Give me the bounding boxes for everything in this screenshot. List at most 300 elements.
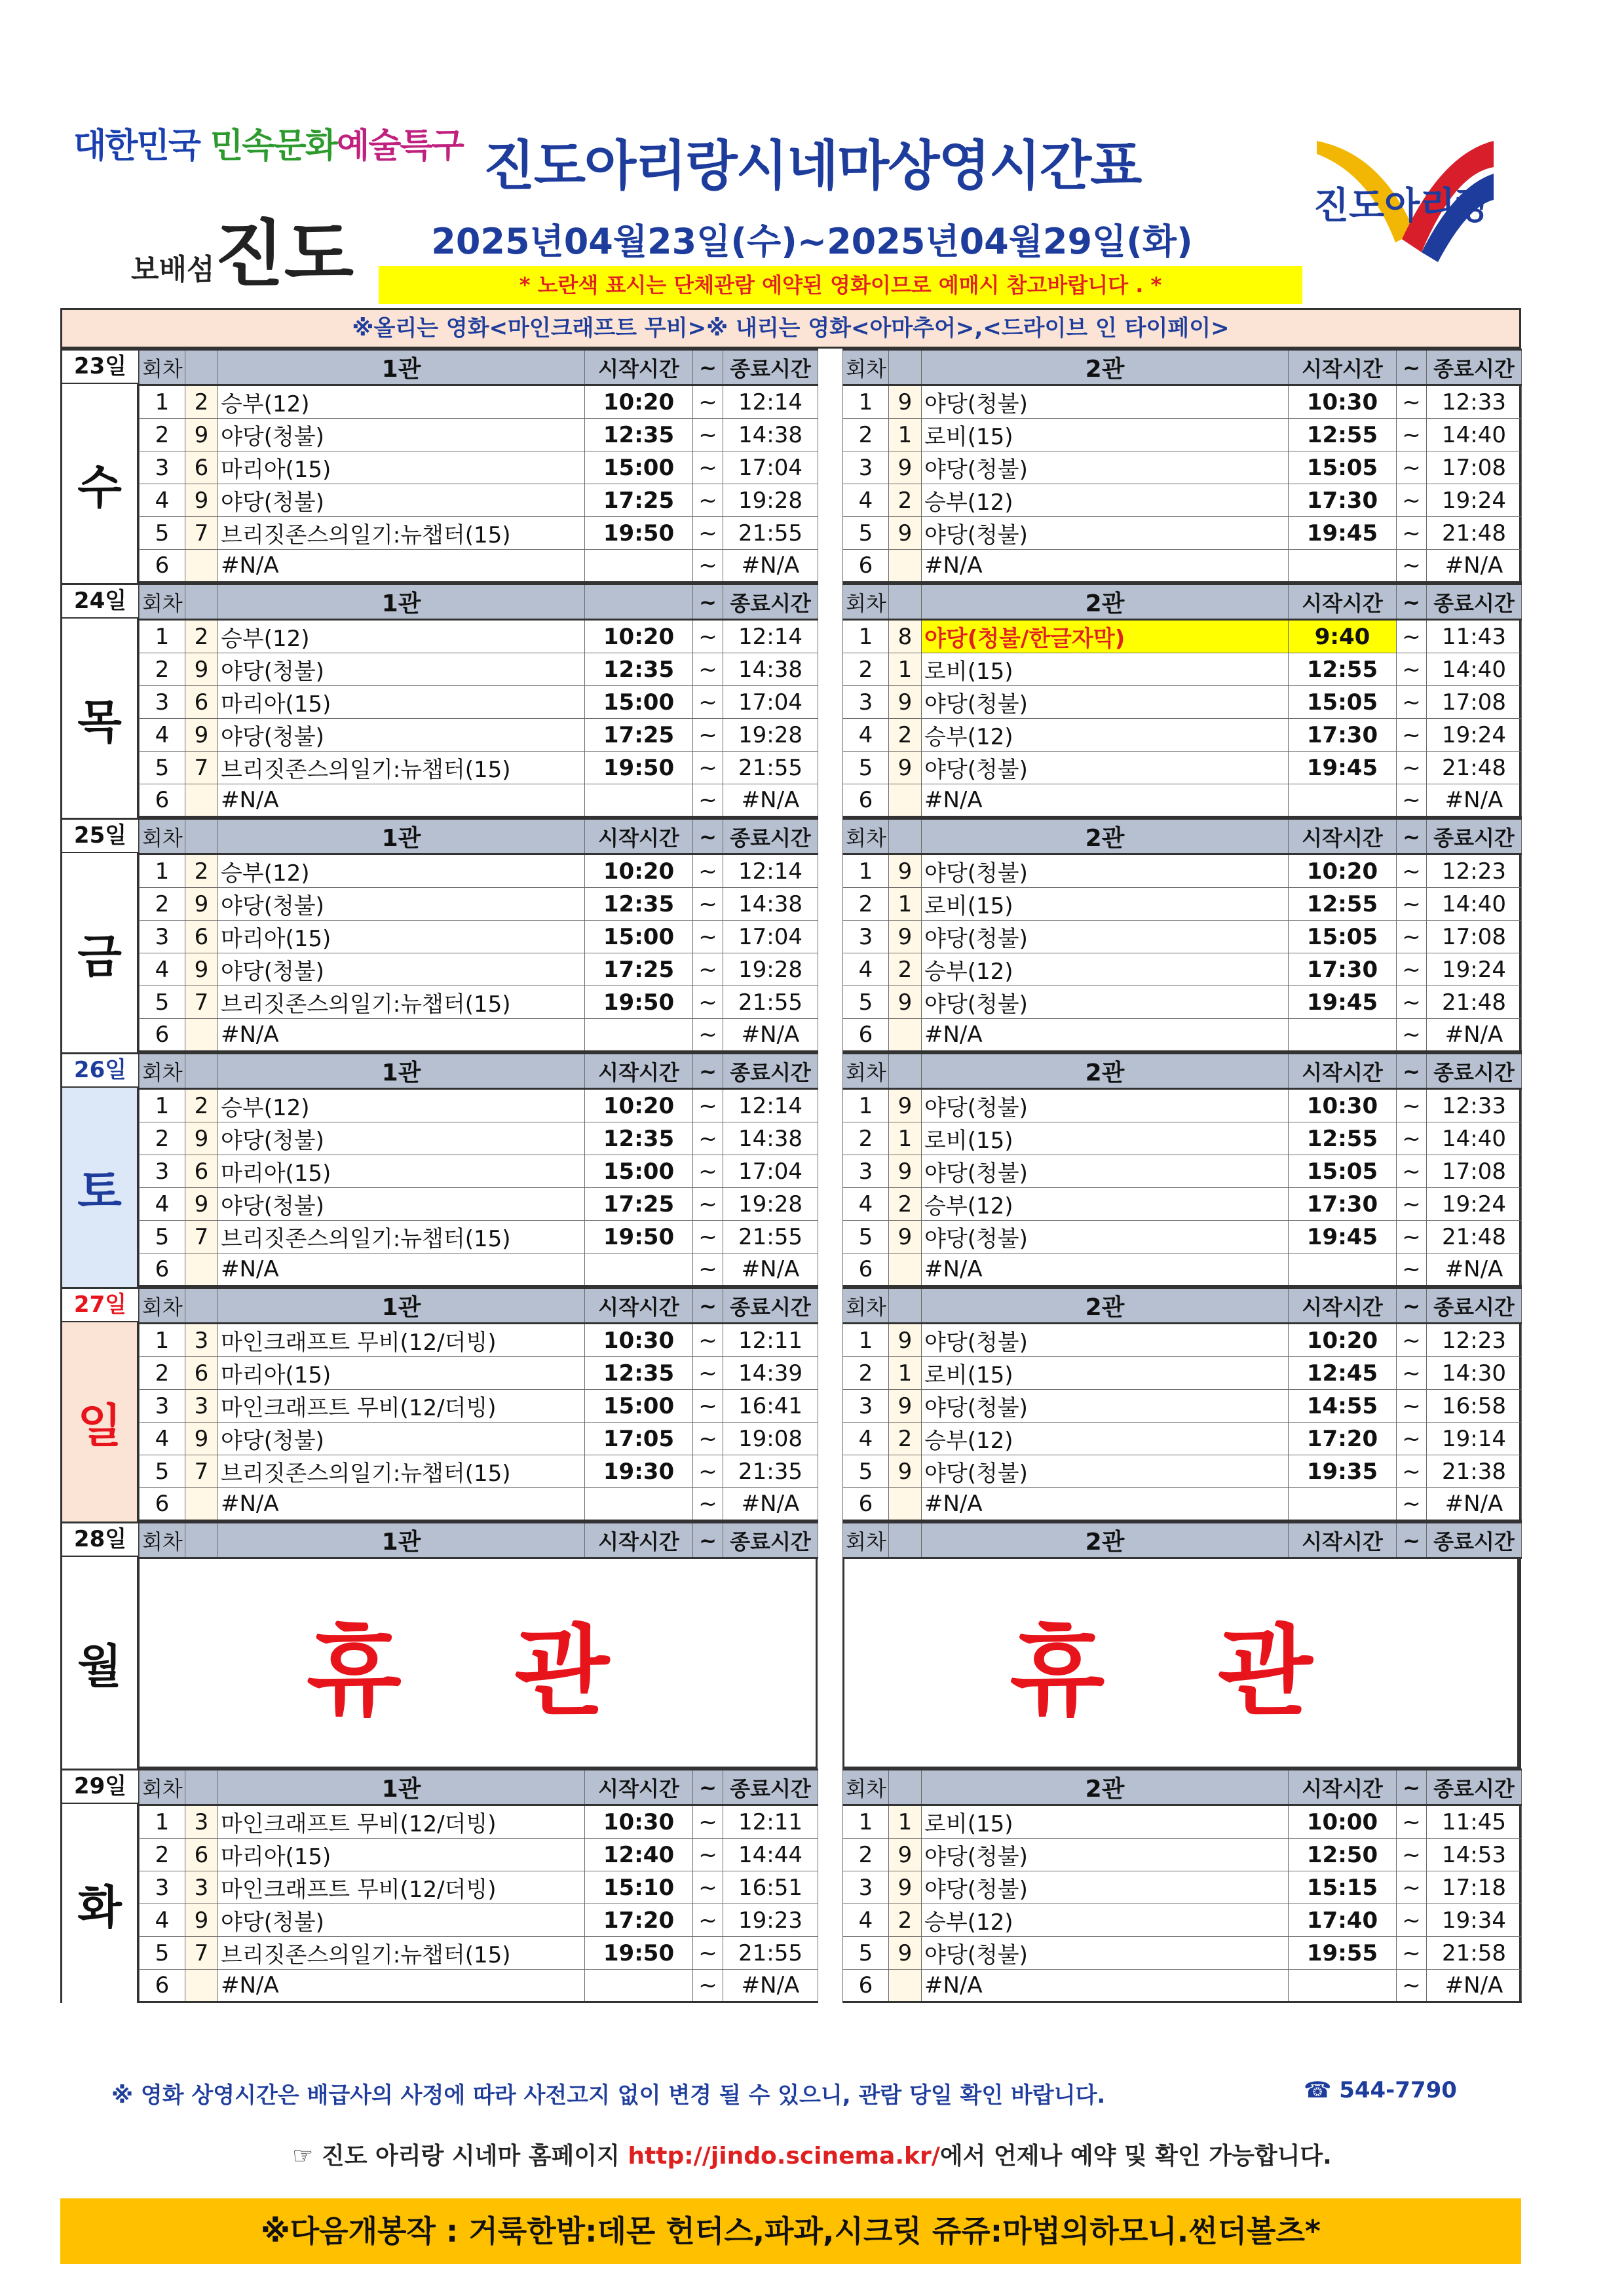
round-number: 3 xyxy=(843,686,889,719)
day-label-column xyxy=(60,1287,139,1521)
round-number: 2 xyxy=(843,888,889,921)
screening-row[interactable] xyxy=(140,517,818,550)
rating-code: 7 xyxy=(185,1937,218,1970)
tilde: ~ xyxy=(693,1904,723,1937)
tilde: ~ xyxy=(1397,484,1427,517)
header-tilde: ~ xyxy=(693,584,723,620)
header-round: 회차 xyxy=(140,350,185,385)
hall2-section xyxy=(842,349,1521,583)
screening-row[interactable] xyxy=(843,1904,1522,1937)
round-number: 6 xyxy=(843,1253,889,1286)
header-rate xyxy=(889,1770,922,1805)
rating-code: 9 xyxy=(185,653,218,686)
screening-row[interactable] xyxy=(140,784,818,817)
end-time: 21:35 xyxy=(723,1455,818,1488)
start-time: 10:20 xyxy=(1289,854,1397,888)
hall-header-row xyxy=(843,819,1522,854)
start-time: 15:00 xyxy=(585,686,693,719)
rating-code: 6 xyxy=(185,1155,218,1188)
movie-title: 야당(청불) xyxy=(922,986,1289,1019)
start-time: 10:00 xyxy=(1289,1805,1397,1839)
screening-row[interactable] xyxy=(843,1019,1522,1052)
screening-row[interactable] xyxy=(140,1188,818,1221)
rating-code xyxy=(185,1970,218,2002)
header-end: 종료시간 xyxy=(723,1523,818,1558)
hall-gap xyxy=(818,349,842,583)
homepage-prefix: ☞ 진도 아리랑 시네마 홈페이지 xyxy=(292,2143,628,2170)
movie-title: 마리아(15) xyxy=(218,921,585,953)
start-time: 15:10 xyxy=(585,1871,693,1904)
screening-row[interactable] xyxy=(140,1324,818,1357)
rating-code xyxy=(185,550,218,583)
round-number: 1 xyxy=(843,620,889,653)
header-hall-name: 1관 xyxy=(218,819,585,854)
round-number: 6 xyxy=(140,784,185,817)
day-weekday: 일 xyxy=(62,1321,139,1521)
round-number: 3 xyxy=(843,921,889,953)
movie-title: 브리짓존스의일기:뉴챕터(15) xyxy=(218,517,585,550)
header-tilde: ~ xyxy=(693,1054,723,1089)
movie-title: 야당(청불) xyxy=(922,1871,1289,1904)
movie-title: 야당(청불) xyxy=(922,1455,1289,1488)
screening-row[interactable] xyxy=(843,1122,1522,1155)
movie-title: 마리아(15) xyxy=(218,1357,585,1390)
rating-code: 7 xyxy=(185,517,218,550)
round-number: 5 xyxy=(140,1221,185,1253)
end-time: 17:08 xyxy=(1427,1155,1522,1188)
hall1-section xyxy=(139,818,818,1052)
screening-row[interactable] xyxy=(140,752,818,784)
screening-row[interactable] xyxy=(140,921,818,953)
hall2-section xyxy=(842,1521,1521,1769)
rating-code: 9 xyxy=(889,921,922,953)
screening-row[interactable] xyxy=(140,1970,818,2002)
hall2-section xyxy=(842,1769,1521,2003)
rating-code: 9 xyxy=(889,1839,922,1871)
header-start: 시작시간 xyxy=(1289,1054,1397,1089)
movie-title: 로비(15) xyxy=(922,1357,1289,1390)
screening-row[interactable] xyxy=(140,1805,818,1839)
end-time: 17:04 xyxy=(723,451,818,484)
movie-title: #N/A xyxy=(218,550,585,583)
rating-code: 9 xyxy=(185,719,218,752)
screening-row[interactable] xyxy=(140,385,818,419)
tilde: ~ xyxy=(1397,686,1427,719)
end-time: 12:23 xyxy=(1427,854,1522,888)
rating-code xyxy=(185,1253,218,1286)
screening-row[interactable] xyxy=(140,1488,818,1521)
rating-code: 1 xyxy=(889,419,922,451)
tilde: ~ xyxy=(693,484,723,517)
screening-row[interactable] xyxy=(140,888,818,921)
round-number: 4 xyxy=(843,484,889,517)
header-round: 회차 xyxy=(140,1288,185,1324)
start-time: 19:35 xyxy=(1289,1455,1397,1488)
start-time: 12:35 xyxy=(585,1357,693,1390)
movie-title: #N/A xyxy=(218,1253,585,1286)
round-number: 2 xyxy=(843,1122,889,1155)
hall-gap xyxy=(818,1052,842,1287)
header-round: 회차 xyxy=(843,350,889,385)
day-date: 24일 xyxy=(62,583,139,617)
screening-row[interactable] xyxy=(843,1423,1522,1455)
tilde: ~ xyxy=(693,921,723,953)
header-start: 시작시간 xyxy=(585,1523,693,1558)
screening-row[interactable] xyxy=(843,854,1522,888)
start-time: 19:45 xyxy=(1289,517,1397,550)
tilde: ~ xyxy=(1397,1253,1427,1286)
tilde: ~ xyxy=(1397,385,1427,419)
tilde: ~ xyxy=(1397,1871,1427,1904)
screening-row[interactable] xyxy=(843,986,1522,1019)
start-time: 17:20 xyxy=(1289,1423,1397,1455)
end-time: 19:24 xyxy=(1427,484,1522,517)
screening-row[interactable] xyxy=(140,1455,818,1488)
end-time: 17:04 xyxy=(723,1155,818,1188)
day-block xyxy=(60,1052,1521,1287)
round-number: 3 xyxy=(140,1155,185,1188)
screening-row[interactable] xyxy=(140,1937,818,1970)
screening-row[interactable] xyxy=(843,1937,1522,1970)
rating-code: 9 xyxy=(185,484,218,517)
end-time: #N/A xyxy=(1427,1253,1522,1286)
header-start: 시작시간 xyxy=(1289,350,1397,385)
screening-row[interactable] xyxy=(843,1970,1522,2002)
round-number: 2 xyxy=(843,653,889,686)
hall1-section xyxy=(139,1769,818,2003)
round-number: 1 xyxy=(140,1324,185,1357)
end-time: 14:53 xyxy=(1427,1839,1522,1871)
hall-header-row xyxy=(843,584,1522,620)
screening-row[interactable] xyxy=(843,1455,1522,1488)
movie-title: 야당(청불) xyxy=(218,1122,585,1155)
movie-title: 승부(12) xyxy=(922,1423,1289,1455)
tilde: ~ xyxy=(693,1970,723,2002)
screening-row[interactable] xyxy=(140,1423,818,1455)
header-rate xyxy=(889,350,922,385)
end-time: 14:38 xyxy=(723,419,818,451)
round-number: 4 xyxy=(140,484,185,517)
start-time xyxy=(585,784,693,817)
movie-title: 야당(청불) xyxy=(922,385,1289,419)
screening-row[interactable] xyxy=(843,484,1522,517)
tilde: ~ xyxy=(693,451,723,484)
movie-title: 야당(청불) xyxy=(922,921,1289,953)
end-time: #N/A xyxy=(1427,550,1522,583)
screening-row[interactable] xyxy=(843,385,1522,419)
screening-row[interactable] xyxy=(843,888,1522,921)
end-time: 19:24 xyxy=(1427,953,1522,986)
day-label-column xyxy=(60,1052,139,1287)
slogan-part-3: 예술특구 xyxy=(336,126,463,166)
header-rate xyxy=(889,819,922,854)
hall-header-row xyxy=(843,1054,1522,1089)
header-start: 시작시간 xyxy=(1289,1523,1397,1558)
start-time: 12:55 xyxy=(1289,888,1397,921)
screening-row[interactable] xyxy=(843,1390,1522,1423)
round-number: 6 xyxy=(843,1019,889,1052)
round-number: 1 xyxy=(140,620,185,653)
start-time: 12:35 xyxy=(585,1122,693,1155)
screening-row[interactable] xyxy=(140,484,818,517)
schedule-change-note: ※ 영화 상영시간은 배급사의 사정에 따라 사전고지 없이 변경 될 수 있으니, 관람 당일 확인 바랍니다. xyxy=(111,2082,1106,2109)
round-number: 3 xyxy=(843,1155,889,1188)
screening-row[interactable] xyxy=(140,1839,818,1871)
movie-title: 야당(청불) xyxy=(922,1089,1289,1122)
screening-row[interactable] xyxy=(843,953,1522,986)
screening-row[interactable] xyxy=(843,719,1522,752)
day-date: 25일 xyxy=(62,818,139,852)
round-number: 1 xyxy=(843,1089,889,1122)
rating-code: 2 xyxy=(889,484,922,517)
end-time: 14:38 xyxy=(723,653,818,686)
tilde: ~ xyxy=(1397,1089,1427,1122)
rating-code xyxy=(889,1970,922,2002)
movie-title: 승부(12) xyxy=(922,484,1289,517)
screening-row[interactable] xyxy=(843,1839,1522,1871)
screening-row[interactable] xyxy=(843,1871,1522,1904)
header-tilde: ~ xyxy=(693,350,723,385)
tilde: ~ xyxy=(693,550,723,583)
end-time: 12:23 xyxy=(1427,1324,1522,1357)
tilde: ~ xyxy=(1397,419,1427,451)
end-time: 12:14 xyxy=(723,1089,818,1122)
screening-row[interactable] xyxy=(843,1805,1522,1839)
header-round: 회차 xyxy=(843,1054,889,1089)
round-number: 3 xyxy=(843,451,889,484)
phone-number: ☎ 544-7790 xyxy=(1304,2077,1457,2103)
round-number: 5 xyxy=(140,986,185,1019)
movie-title: 마인크래프트 무비(12/더빙) xyxy=(218,1871,585,1904)
movie-title: 마인크래프트 무비(12/더빙) xyxy=(218,1390,585,1423)
header-tilde: ~ xyxy=(1397,1770,1427,1805)
screening-row[interactable] xyxy=(140,1155,818,1188)
screening-row[interactable] xyxy=(140,1390,818,1423)
hall-header-row xyxy=(140,584,818,620)
screening-row[interactable] xyxy=(843,419,1522,451)
header-end: 종료시간 xyxy=(1427,350,1522,385)
screening-row[interactable] xyxy=(843,1089,1522,1122)
screening-row[interactable] xyxy=(140,620,818,653)
screening-row[interactable] xyxy=(843,1488,1522,1521)
screening-row[interactable] xyxy=(140,1904,818,1937)
rating-code: 6 xyxy=(185,921,218,953)
screening-row[interactable] xyxy=(140,1253,818,1286)
tilde: ~ xyxy=(693,1155,723,1188)
hall-gap xyxy=(818,1521,842,1769)
header-start: 시작시간 xyxy=(585,1770,693,1805)
screening-row[interactable] xyxy=(140,1089,818,1122)
end-time: 14:40 xyxy=(1427,653,1522,686)
end-time: 12:14 xyxy=(723,854,818,888)
header-start: 시작시간 xyxy=(1289,819,1397,854)
header-end: 종료시간 xyxy=(723,1054,818,1089)
hall1-table xyxy=(139,1521,818,1559)
tilde: ~ xyxy=(693,854,723,888)
movie-title: #N/A xyxy=(922,550,1289,583)
hall-gap xyxy=(818,1287,842,1521)
movie-title: 마리아(15) xyxy=(218,1839,585,1871)
movie-title: 마인크래프트 무비(12/더빙) xyxy=(218,1324,585,1357)
rating-code: 2 xyxy=(185,385,218,419)
screening-row[interactable] xyxy=(140,1871,818,1904)
screening-row[interactable] xyxy=(843,1324,1522,1357)
day-weekday: 수 xyxy=(62,383,139,583)
screening-row[interactable] xyxy=(140,1221,818,1253)
header-hall-name: 2관 xyxy=(922,584,1289,620)
tilde: ~ xyxy=(693,1937,723,1970)
tilde: ~ xyxy=(693,719,723,752)
round-number: 5 xyxy=(140,517,185,550)
screening-row[interactable] xyxy=(140,686,818,719)
tilde: ~ xyxy=(693,419,723,451)
round-number: 2 xyxy=(140,888,185,921)
closed-notice: 휴 관 xyxy=(139,1559,818,1769)
screening-row[interactable] xyxy=(140,419,818,451)
start-time: 19:50 xyxy=(585,752,693,784)
day-label-column xyxy=(60,349,139,583)
screening-row[interactable] xyxy=(843,784,1522,817)
round-number: 5 xyxy=(140,1937,185,1970)
rating-code: 3 xyxy=(185,1805,218,1839)
tilde: ~ xyxy=(1397,1122,1427,1155)
hall2-section xyxy=(842,1052,1521,1287)
start-time: 17:30 xyxy=(1289,1188,1397,1221)
page-title: 진도아리랑시네마상영시간표 xyxy=(483,135,1141,197)
screening-row[interactable] xyxy=(140,653,818,686)
tilde: ~ xyxy=(1397,921,1427,953)
rating-code: 9 xyxy=(889,1221,922,1253)
screening-row[interactable] xyxy=(843,1155,1522,1188)
day-label-column xyxy=(60,1521,139,1769)
day-weekday: 토 xyxy=(62,1086,139,1287)
rating-code: 7 xyxy=(185,752,218,784)
screening-row[interactable] xyxy=(140,1122,818,1155)
screening-row[interactable] xyxy=(140,1357,818,1390)
day-weekday: 화 xyxy=(62,1803,139,2003)
rating-code: 9 xyxy=(185,953,218,986)
screening-row[interactable] xyxy=(140,550,818,583)
header-rate xyxy=(889,1054,922,1089)
round-number: 4 xyxy=(843,1423,889,1455)
end-time: #N/A xyxy=(723,1253,818,1286)
header-rate xyxy=(185,1523,218,1558)
hall2-table xyxy=(842,583,1522,818)
screening-row[interactable] xyxy=(843,620,1522,653)
screening-row[interactable] xyxy=(140,719,818,752)
header-hall-name: 1관 xyxy=(218,1054,585,1089)
hall-header-row xyxy=(140,1054,818,1089)
logo-big-text: 진도 xyxy=(214,212,354,296)
day-date: 27일 xyxy=(62,1287,139,1321)
start-time: 19:30 xyxy=(585,1455,693,1488)
header-round: 회차 xyxy=(843,1770,889,1805)
round-number: 4 xyxy=(140,719,185,752)
tilde: ~ xyxy=(693,752,723,784)
end-time: 16:58 xyxy=(1427,1390,1522,1423)
end-time: #N/A xyxy=(1427,1488,1522,1521)
screening-row[interactable] xyxy=(843,550,1522,583)
tilde: ~ xyxy=(693,653,723,686)
header-end: 종료시간 xyxy=(1427,1288,1522,1324)
tilde: ~ xyxy=(1397,1188,1427,1221)
screening-row[interactable] xyxy=(843,686,1522,719)
hall1-table xyxy=(139,1052,818,1287)
screening-row[interactable] xyxy=(140,451,818,484)
hall1-table xyxy=(139,583,818,818)
end-time: 19:23 xyxy=(723,1904,818,1937)
screening-row[interactable] xyxy=(843,921,1522,953)
end-time: 16:51 xyxy=(723,1871,818,1904)
start-time xyxy=(585,550,693,583)
tilde: ~ xyxy=(1397,1155,1427,1188)
end-time: 12:11 xyxy=(723,1805,818,1839)
screening-row[interactable] xyxy=(843,653,1522,686)
end-time: 21:48 xyxy=(1427,752,1522,784)
screening-row[interactable] xyxy=(140,1019,818,1052)
end-time: 19:28 xyxy=(723,484,818,517)
hall1-section xyxy=(139,583,818,818)
screening-row[interactable] xyxy=(843,1357,1522,1390)
header-end: 종료시간 xyxy=(1427,819,1522,854)
round-number: 2 xyxy=(843,419,889,451)
end-time: 14:40 xyxy=(1427,419,1522,451)
movie-title: 브리짓존스의일기:뉴챕터(15) xyxy=(218,752,585,784)
movie-title: 야당(청불) xyxy=(218,653,585,686)
movie-title: 야당(청불) xyxy=(922,752,1289,784)
hall1-section xyxy=(139,1287,818,1521)
day-block xyxy=(60,818,1521,1052)
rating-code: 3 xyxy=(185,1390,218,1423)
header-hall-name: 1관 xyxy=(218,584,585,620)
screening-row[interactable] xyxy=(843,752,1522,784)
start-time: 19:45 xyxy=(1289,1221,1397,1253)
screening-row[interactable] xyxy=(843,517,1522,550)
header-round: 회차 xyxy=(140,1523,185,1558)
tilde: ~ xyxy=(693,1324,723,1357)
screening-row[interactable] xyxy=(140,854,818,888)
start-time xyxy=(1289,1019,1397,1052)
rating-code xyxy=(889,1253,922,1286)
start-time: 12:50 xyxy=(1289,1839,1397,1871)
rating-code: 1 xyxy=(889,1357,922,1390)
end-time: 21:48 xyxy=(1427,517,1522,550)
end-time: 11:45 xyxy=(1427,1805,1522,1839)
end-time: 19:24 xyxy=(1427,719,1522,752)
round-number: 3 xyxy=(843,1871,889,1904)
round-number: 2 xyxy=(140,419,185,451)
end-time: 14:38 xyxy=(723,1122,818,1155)
screening-row[interactable] xyxy=(843,1253,1522,1286)
end-time: 12:33 xyxy=(1427,1089,1522,1122)
header-start: 시작시간 xyxy=(585,350,693,385)
screening-row[interactable] xyxy=(843,1188,1522,1221)
screening-row[interactable] xyxy=(140,986,818,1019)
header-round: 회차 xyxy=(843,1523,889,1558)
round-number: 4 xyxy=(843,953,889,986)
movie-title: 야당(청불) xyxy=(218,953,585,986)
round-number: 5 xyxy=(843,1455,889,1488)
start-time: 17:25 xyxy=(585,1188,693,1221)
screening-row[interactable] xyxy=(140,953,818,986)
screening-row[interactable] xyxy=(843,451,1522,484)
end-time: 17:04 xyxy=(723,686,818,719)
start-time xyxy=(585,1970,693,2002)
movie-title: 야당(청불) xyxy=(218,1904,585,1937)
day-list xyxy=(60,349,1521,2003)
screening-row[interactable] xyxy=(843,1221,1522,1253)
homepage-link[interactable]: http://jindo.scinema.kr/ xyxy=(628,2143,940,2170)
